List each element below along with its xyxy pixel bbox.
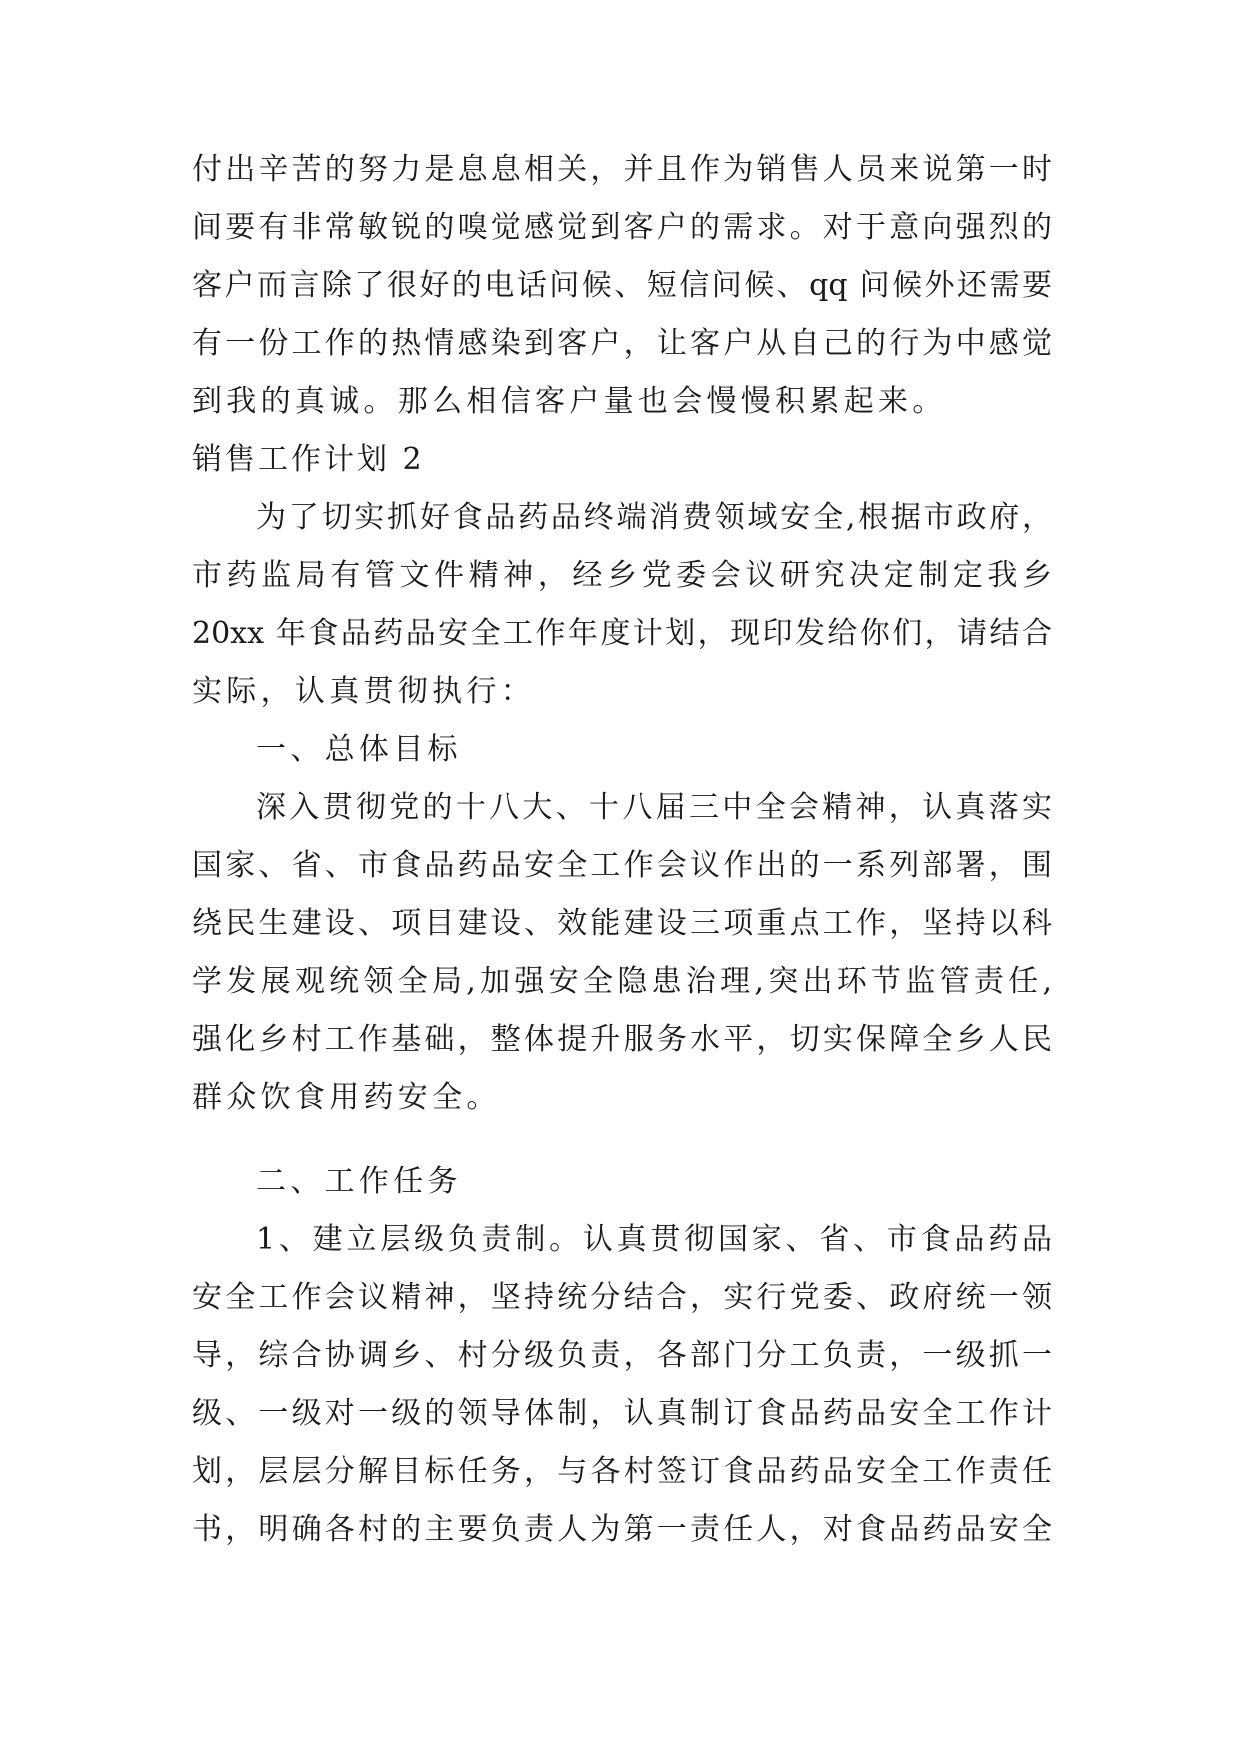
text-line: 书，明确各村的主要负责人为第一责任人，对食品药品安全 <box>192 1512 1052 1547</box>
text-line: 客户而言除了很好的电话问候、短信问候、qq 问候外还需要 <box>192 268 1052 303</box>
text-line: 间要有非常敏锐的嗅觉感觉到客户的需求。对于意向强烈的 <box>192 210 1052 245</box>
text-line: 为了切实抓好食品药品终端消费领域安全,根据市政府， <box>256 500 1052 535</box>
subheading: 二、工作任务 <box>256 1164 462 1199</box>
text-line: 划，层层分解目标任务，与各村签订食品药品安全工作责任 <box>192 1454 1052 1489</box>
text-line: 群众饮食用药安全。 <box>192 1080 501 1115</box>
text-line: 到我的真诚。那么相信客户量也会慢慢积累起来。 <box>192 384 947 419</box>
text-line: 学发展观统领全局,加强安全隐患治理,突出环节监管责任, <box>192 964 1052 999</box>
text-line: 付出辛苦的努力是息息相关，并且作为销售人员来说第一时 <box>192 152 1052 187</box>
text-line: 导，综合协调乡、村分级负责，各部门分工负责，一级抓一 <box>192 1338 1052 1373</box>
text-line: 20xx 年食品药品安全工作年度计划，现印发给你们，请结合 <box>192 616 1052 651</box>
subheading: 一、总体目标 <box>256 732 462 767</box>
text-line: 市药监局有管文件精神，经乡党委会议研究决定制定我乡 <box>192 558 1052 593</box>
text-line: 有一份工作的热情感染到客户，让客户从自己的行为中感觉 <box>192 326 1052 361</box>
text-line: 绕民生建设、项目建设、效能建设三项重点工作，坚持以科 <box>192 906 1052 941</box>
text-line: 强化乡村工作基础，整体提升服务水平，切实保障全乡人民 <box>192 1022 1052 1057</box>
text-line: 安全工作会议精神，坚持统分结合，实行党委、政府统一领 <box>192 1280 1052 1315</box>
text-line: 实际，认真贯彻执行： <box>192 674 535 709</box>
text-line: 1、建立层级负责制。认真贯彻国家、省、市食品药品 <box>256 1222 1052 1257</box>
text-line: 国家、省、市食品药品安全工作会议作出的一系列部署，围 <box>192 848 1052 883</box>
section-heading: 销售工作计划 2 <box>192 442 425 477</box>
text-line: 级、一级对一级的领导体制，认真制订食品药品安全工作计 <box>192 1396 1052 1431</box>
text-line: 深入贯彻党的十八大、十八届三中全会精神，认真落实 <box>256 790 1052 825</box>
